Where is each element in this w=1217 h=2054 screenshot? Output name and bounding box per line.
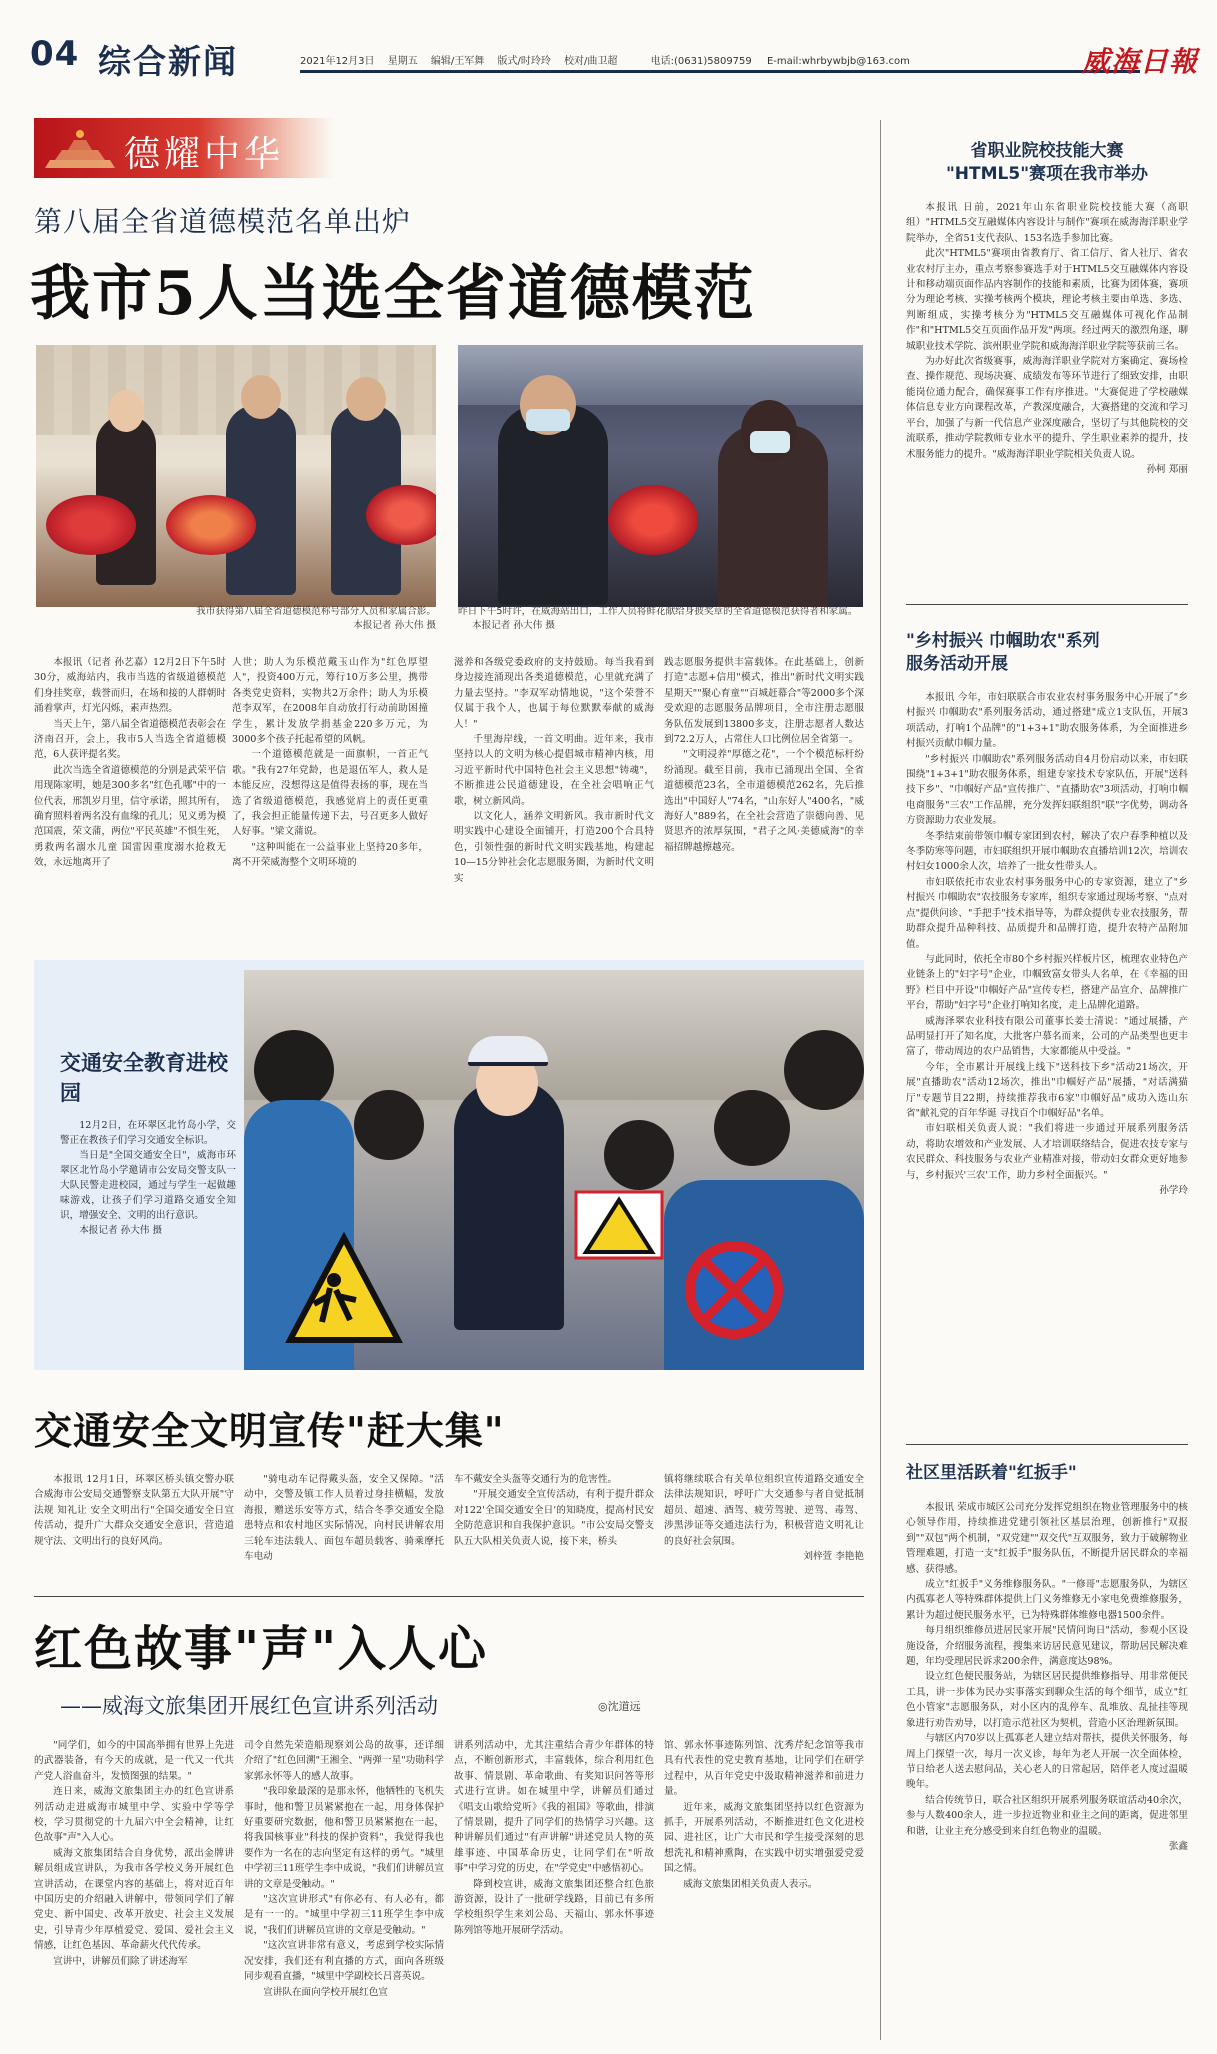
lead-col3-p2: 千里海岸线，一首文明曲。近年来，我市坚持以人的文明为核心提倡城市精神内核，用习近平新时代中国特色社会主义思想"铸魂"，不断推进公民道德建设，在全社会唱响正气歌，树立新风尚。 <box>454 734 654 807</box>
traffic-photo-p2: 当日是"全国交通安全日"，威海市环翠区北竹岛小学邀请市公安局交警支队一大队民警走进校园，通过与学生一起做趣味游戏，让孩子们学习道路交通安全知识，增强安全、文明的出行意识。 <box>60 1150 236 1221</box>
right-story3-p1: 本报讯 荣成市城区公司充分发挥党组织在物业管理服务中的核心领导作用，持续推进党建引领社区基层治理，创新推行"双报到""双包"两个机制，"双党建""双交代"互双服务，致力于破解物业管理难题，打造一支"红扳手"服务队伍，不断提升居民群众的幸福感、获得感。 <box>906 1502 1188 1575</box>
lead-col2-p3: "这种叫能在一公益事业上坚持20多年，离不开荣威海整个文明环境的 <box>232 841 428 869</box>
red-col3-p1: 讲系列活动中，尤其注重结合青少年群体的特点，不断创新形式，丰富载体，综合利用红色故事、情景剧、革命歌曲、有奖知识问答等形式进行宣讲。如在城里中学，讲解员们通过《唱支山歌给党听》《我的祖国》等歌曲，排演了情景剧，提升了同学们的热情学习兴趣。这种讲解员们通过"有声讲解"讲述党员人物的英雄事迹、中国革命历史，让同学们在"听故事"中学习党的历史，在"学党史"中感悟初心。 <box>454 1740 654 1875</box>
lead-col-1 <box>34 655 226 955</box>
lead-col-2 <box>232 655 428 955</box>
right-story2-p6: 威海泽翠农业科技有限公司董事长姜士清说："通过展播，产品明显打开了知名度，大批客户慕名而来，公司的产品类型也更丰富了，带动周边的农户品销售，大家都能从中受益。" <box>906 1015 1188 1058</box>
red-byline: ◎沈道远 <box>598 1700 641 1713</box>
phone-number: 电话:(0631)5809759 <box>650 56 752 67</box>
right-story2-p8: 市妇联相关负责人说："我们将进一步通过开展系列服务活动，将助农增效和产业发展、人才培训联络结合，促进农技专家与农民群众、科技服务与农业产业精准对接，带动妇女群众更好地参与，乡村振兴'三农'工作，助力乡村全面振兴。" <box>906 1123 1188 1181</box>
photo2-credit: 本报记者 孙大伟 摄 <box>472 620 555 631</box>
lead-col3-p1: 滋养和各级党委政府的支持鼓励。每当我看到身边接连涌现出各类道德模范，心里就充满了力量去坚持。"李双军动情地说，"这个荣誉不仅属于我个人，也属于每位默默奉献的威海人！" <box>454 657 654 730</box>
right-story2-p1: 本报讯 今年，市妇联联合市农业农村事务服务中心开展了"乡村振兴 巾帼助农"系列服务活动，通过搭建"成立1支队伍，开展3项活动，打响1个品牌"的"1+3+1"助农服务体系，为全面推进乡村振兴贡献巾帼力量。 <box>906 692 1188 750</box>
right-story3-headline: 社区里活跃着"红扳手" <box>906 1463 1077 1483</box>
page-number: 04 <box>30 34 80 74</box>
email-address: E-mail:whrbywbjb@163.com <box>766 56 910 67</box>
lead-col1-p1: 本报讯（记者 孙艺嘉）12月2日下午5时30分，威海站内，我市当选的省级道德模范们身挂奖章，载誉而归，在场和接的人群朝时涌着掌声，灯光闪烁，素声热烈。 <box>34 657 226 715</box>
editor-credit: 编辑/王军舞 <box>430 56 485 67</box>
red-col2-p1: 司令自然先荣造船现察刘公岛的故事，还详细介绍了"红色回溯"王湘全、"两弹一星"功勋科学家郭永怀等人的感人故事。 <box>244 1740 444 1782</box>
right-story2-headline-line1: "乡村振兴 巾帼助农"系列 <box>906 631 1100 651</box>
traffic-photo-text <box>60 1118 236 1318</box>
warning-sign-card-icon <box>574 1190 664 1260</box>
right-story1-p1: 本报讯 日前，2021年山东省职业院校技能大赛（高职组）"HTML5交互融媒体内容设计与制作"赛项在威海海洋职业学院举办，全省51支代表队、153名选手参加比赛。 <box>906 202 1188 244</box>
virtue-banner <box>34 118 334 178</box>
right-story1-headline <box>902 140 1192 186</box>
right-story3-body <box>906 1500 1188 2040</box>
red-col-3 <box>454 1738 654 2038</box>
right-story3-p6: 结合传统节日，联合社区组织开展系列服务联谊活动40余次，参与人数400余人，进一步拉近物业和业主之间的距离，促进邻里和谐，让业主充分感受到来自红色物业的温暖。 <box>906 1794 1188 1837</box>
lead-col2-p1: 人世；助人为乐模范戴玉山作为"红色厚望人"，投资400万元，筹行10万多公里，携带各类党史资料，实物共2万余件；助人为乐模范李双军，在2008年自动放打行动前助困撞学生，累计发放学捐基金220多万元，为3000多个孩子托起希望的风帆。 <box>232 657 428 746</box>
traffic-col1-p1: 本报讯 12月1日，环翠区桥头镇交警办联合威海市公安局交通警察支队第五大队开展"守法规 知礼让 安全文明出行"全国交通安全日宣传活动，提升广大群众交通安全意识，营造道规守法、文明出行的良好风尚。 <box>34 1474 234 1547</box>
traffic-byline: 刘梓萱 李艳艳 <box>803 1551 864 1563</box>
lead-col3-p3: 以文化人，涵养文明新风。我市新时代文明实践中心建设全面铺开，打造200个合具特色，引领性强的新时代文明实践基地，构建起10—15分钟社会化志愿服务圈，为新时代文明实 <box>454 811 654 884</box>
red-col4-p1: 馆、郭永怀事迹陈列馆、沈秀芹纪念馆等我市具有代表性的党史教育基地，让同学们在研学过程中，从百年党史中汲取精神滋养和前进力量。 <box>664 1740 864 1798</box>
right-story1-p2: 此次"HTML5"赛项由省教育厅、省工信厅、省人社厅、省农业农村厅主办，重点考察参赛选手对于HTML5交互融媒体内容设计和移动端页面作品内容制作的技能和素质，比赛为团体赛，赛项分为理论考核、实操考核两个模块，理论考核主要由单选、多选、判断组成，实操考核分为"HTML5交互融媒体可视化作品制作"和"HTML5交互页面作品开发"两项。经过两天的激烈角逐，聊城职业技术学院、滨州职业学院和威海海洋职业学院等获前三名。 <box>906 248 1188 352</box>
proof-credit: 校对/曲卫超 <box>564 56 618 67</box>
masthead-info-bar <box>300 52 1000 67</box>
photo1-caption <box>100 605 436 633</box>
right-story2-p3: 冬季结束前带领巾帼专家团到农村，解决了农户春季种植以及冬季防寒等问题，市妇联组织开展巾帼助农直播培训12次，培训农村妇女1000余人次，培养了一批女性带头人。 <box>906 830 1188 873</box>
red-col1-p2: 连日来，威海文旅集团主办的红色宣讲系列活动走进威海市城里中学、实验中学等学校，学习贯彻党的十九届六中全会精神，让红色故事"声"入人心。 <box>34 1786 234 1844</box>
lead-col1-p3: 此次当选全省道德模范的分别是武荣平信用现陈家明，她是300多名"红色孔哪"中的一位代表，邢凯岁月里，信守承诺，照其所有，确育照料着两名没有血缘的孔儿；见义勇为模范国震，荣文蒲，两位"平民英雄"不惧生死，勇救两名溺水儿童 国雷因重度溺水抢救无效，永远地离开了 <box>34 764 226 869</box>
traffic-photo-title: 交通安全教育进校园 <box>60 1051 228 1105</box>
right-divider-1 <box>906 604 1188 605</box>
issue-weekday: 星期五 <box>387 56 418 67</box>
red-col-4 <box>664 1738 864 2038</box>
right-story3-p2: 成立"红扳手"义务维修服务队。"一修哥"志愿服务队，为辖区内孤寡老人等特殊群体提供上门义务维修无小家电免费维修服务，累计为超过便民服务水平，已为特殊群体维修电器1500余件。 <box>906 1579 1188 1621</box>
classroom-photo <box>244 970 864 1370</box>
traffic-col-3 <box>454 1472 654 1582</box>
red-col-1 <box>34 1738 234 2038</box>
red-col2-p2: "我印象最深的是那永怀，他牺牲的飞机失事时，他和警卫员紧紧抱在一起，用身体保护好重要研究数据，他和警卫员紧紧抱在一起，将我国核事业"科技的保护资料"，我觉得我也要作为一名在的志向坚定有这样的勇气。"城里中学初三11班学生李中成说，"我们们讲解员宣讲的文章是受触动。" <box>244 1786 444 1890</box>
traffic-col-1 <box>34 1472 234 1582</box>
right-story2-p7: 今年，全市累计开展线上线下"送科技下乡"活动21场次，开展"直播助农"活动12场次，推出"巾帼好产品"展播，"对话满猫厅"专题节目22期，持续推荐我市6家"巾帼好品"成功入选山东省"献礼党的百年华诞 寻找百个巾帼好品"名单。 <box>906 1061 1188 1119</box>
lead-col-3 <box>454 655 654 955</box>
lead-col-4 <box>664 655 864 955</box>
lead-col4-p1: 践志愿服务提供丰富载体。在此基础上，创新打造"志愿+信用"模式，推出"新时代文明实践星期天""聚心育童""百城赶幕合"等2000多个深受欢迎的志愿服务品牌项目，全市注册志愿服务队伍发展到13800多支，注册志愿者人数达到72.2万人，占常住人口比例位居全省第一。 <box>664 657 864 746</box>
photo2-caption-text: 昨日下午5时许，在威海站出口，工作人员将鲜花献给身披奖章的全省道德模范获得者和家属。 <box>458 606 858 617</box>
photo1-caption-text: 我市获得第八届全省道德模范称号部分人员和家属合影。 <box>196 606 436 617</box>
red-subhead: ——威海文旅集团开展红色宣讲系列活动 <box>60 1694 438 1718</box>
lead-col4-p2: "文明浸养"厚德之花"，一个个模范标杆纷纷涌现。截至目前，我市已涌现出全国、全省道德模范23名，全市道德模范262名，先后推选出"中国好人"74名，"山东好人"400名，"威海好人"889名，在全社会营造了崇德向善、见贤思齐的浓厚氛围，"君子之风·美德威海"的幸福招牌越擦越亮。 <box>664 749 864 853</box>
right-story1-p3: 为办好此次省级赛事，威海海洋职业学院对方案确定、赛场检查、操作规范、现场决赛、成绩发布等环节进行了细致安排，由职能岗位通力配合，确保赛事工作有序推进。"大赛促进了学校融媒体信息专业方向课程改革，产教深度融合，大赛搭建的交流和学习平台，加强了与新一代信息产业深度融合，坚切了与其他院校的交流联系，推动学院教师专业水平的提升、学生职业素养的提升，技术服务能力的提升。"威海海洋职业学院相关负责人说。 <box>906 356 1188 460</box>
red-col1-p4: 宣讲中，讲解员们除了讲述海军 <box>53 1955 188 1967</box>
traffic-photo-credit: 本报记者 孙大伟 摄 <box>79 1225 163 1236</box>
layout-credit: 版式/时玲玲 <box>497 56 551 67</box>
right-story1-body <box>906 200 1188 595</box>
right-divider-2 <box>906 1444 1188 1445</box>
traffic-col3-p2: "开展交通安全宣传活动，有利于提升群众对122'全国交通安全日'的知晓度，提高村民安全防范意识和自我保护意识。"市公安局交警支队五大队相关负责人说，接下来，桥头 <box>454 1489 654 1547</box>
traffic-col-4 <box>664 1472 864 1582</box>
section-title: 综合新闻 <box>98 42 238 81</box>
school-crossing-sign-icon <box>284 1230 404 1350</box>
lead-kicker: 第八届全省道德模范名单出炉 <box>34 205 412 238</box>
right-story2-byline: 孙学玲 <box>1159 1185 1188 1196</box>
right-story1-byline: 孙柯 郑丽 <box>1146 463 1188 475</box>
tiananmen-flourish-icon <box>40 124 120 172</box>
right-story1-headline-line1: 省职业院校技能大赛 <box>970 141 1124 161</box>
red-col1-p1: "同学们，如今的中国高举拥有世界上先进的武器装备，有今天的成就，是一代又一代共产党人浴血奋斗，发愤图强的结果。" <box>34 1740 234 1782</box>
traffic-col-2 <box>244 1472 444 1582</box>
lead-photo-group <box>36 345 436 607</box>
right-story2-p4: 市妇联依托市农业农村事务服务中心的专家资源，建立了"乡村振兴 巾帼助农"农技服务专家库，组织专家通过现场考察、"点对点"提供问诊、"手把手"技术指导等，为群众提供专业农技服务，帮助群众提升品种科技、品质提升和品牌打造，提升农特产品附加值。 <box>906 876 1188 950</box>
red-col4-p3: 威海文旅集团相关负责人表示。 <box>683 1878 818 1890</box>
right-story2-headline-line2: 服务活动开展 <box>906 654 1008 674</box>
traffic-photo-p1: 12月2日，在环翠区北竹岛小学，交警正在教孩子们学习交通安全标识。 <box>60 1120 236 1146</box>
red-col1-p3: 威海文旅集团结合自身优势，派出金牌讲解员组成宣讲队，为我市各学校义务开展红色宣讲活动，在课堂内容的基础上，将对近百年中国历史的介绍融入讲解中，带领同学们了解党史、新中国史、改革开放史、社会主义发展史，引导青少年厚植爱党、爱国、爱社会主义情感，让红色基因、革命薪火代代传承。 <box>34 1847 234 1952</box>
right-story3-p5: 与辖区内70岁以上孤寡老人建立结对帮扶，提供关怀服务，每周上门探望一次，每月一次义诊，每年为老人开展一次全面体检，节日给老人送去慰问品，关心老人的日常起居，陪伴老人度过温暖晚年。 <box>906 1733 1188 1791</box>
traffic-col2-p1: "骑电动车记得戴头盔，安全又保障。"活动中，交警及镇工作人员着过身挂横幅，发放海报，赠送乐安等方式，结合冬季交通安全隐患特点和农村地区实际情况，向村民讲解农用三轮车违法载人、面包车超员载客、骑乘摩托车电动 <box>244 1474 444 1563</box>
banner-text: 德耀中华 <box>124 134 285 175</box>
red-col-2 <box>244 1738 444 2038</box>
masthead-rule-thick <box>300 70 1140 73</box>
right-story2-headline <box>906 630 1188 676</box>
right-story2-p5: 与此同时，依托全市80个乡村振兴样板片区，梳理农业特色产业链条上的"妇字号"企业，巾帼致富女带头人名单，在《幸福的田野》栏目中开设"巾帼好产品"宣传专栏，搭建产品宣介、品牌推广平台，帮助"妇字号"企业打响知名度，走上品牌化道路。 <box>906 953 1188 1012</box>
section-divider <box>34 1596 864 1597</box>
traffic-photo-block <box>34 960 864 1370</box>
traffic-col4-p1: 镇将继续联合有关单位组织宣传道路交通安全法律法规知识，呼吁广大交通参与者自觉抵制超员、超速、酒驾、疲劳驾驶、逆驾、毒驾、涉黑涉证等交通违法行为，积极营造文明礼让的良好社会氛围。 <box>664 1474 864 1547</box>
lead-col1-p2: 当天上午，第八届全省道德模范表彰会在济南召开，会上，我市5人当选全省道德模范，6人获评提名奖。 <box>34 718 226 761</box>
right-story3-p3: 每月组织维修员进居民家开展"民情问询日"活动，参观小区设施设备，介绍服务流程，搜集来访居民意见建议，帮助居民解决难题，年均受理居民诉求200余件，满意度达98%。 <box>906 1625 1188 1668</box>
red-col4-p2: 近年来，威海文旅集团坚持以红色资源为抓手，开展系列活动，不断推进红色文化进校园、进社区，让广大市民和学生接受深刻的思想洗礼和精神熏陶，在实践中切实增强爱党爱国之情。 <box>664 1801 864 1875</box>
red-headline: 红色故事"声"入人心 <box>34 1621 489 1677</box>
photo1-credit: 本报记者 孙大伟 摄 <box>353 620 436 631</box>
red-col2-p5: 宣讲队在面向学校开展红色宣 <box>263 1986 388 1998</box>
lead-col2-p2: 一个道德模范就是一面旗帜，一首正气歌。"我有27年党龄，也是退伍军人，救人是本能反应，没想得这是值得表扬的事，现在当选了省级道德模范，我感觉肩上的责任更重了，我会担正能量传递下去，号召更多人做好人好事。"梁文蒲说。 <box>232 749 428 838</box>
right-story3-byline: 张鑫 <box>1168 1840 1188 1852</box>
no-parking-sign-icon <box>684 1240 784 1340</box>
masthead <box>0 0 1217 84</box>
right-story3-p4: 设立红色便民服务站，为辖区居民提供维修指导、用非常便民工具，讲一步体为民办实事落实到聊众生活的每个细节，成立"红色小管家"志愿服务队，对小区内的乱停车、乱堆放、乱扯挂等现象进行劝告劝导，以打造示范社区为契机，营造小区治理新氛围。 <box>906 1671 1188 1729</box>
right-story2-body <box>906 690 1188 1435</box>
red-col3-p2: 降到校宣讲，威海文旅集团还整合红色旅游资源，设计了一批研学线路，目前已有多所学校组织学生来刘公岛、天福山、郭永怀事迹陈列馆等地开展研学活动。 <box>454 1878 654 1936</box>
right-column-divider <box>880 120 881 2040</box>
photo2-caption <box>458 605 863 633</box>
traffic-col3-p1: 车不戴安全头盔等交通行为的危害性。 <box>454 1474 618 1485</box>
right-story1-headline-line2: "HTML5"赛项在我市举办 <box>945 164 1149 184</box>
red-col2-p3: "这次宣讲形式"有你必有、有人必有，都是有一一的。"城里中学初三11班学生李中成说，"我们们讲解员宣讲的文章是受触动。" <box>244 1894 444 1936</box>
paper-logo: 威海日報 <box>1082 45 1199 78</box>
red-col2-p4: "这次宣讲非常有意义，考虑到学校实际情况安排，我们还有利直播的方式，面向各班级同步观看直播，"城里中学副校长吕喜英说。 <box>244 1940 444 1983</box>
right-story2-p2: "乡村振兴 巾帼助农"系列服务活动自4月份启动以来，市妇联围绕"1+3+1"助农服务体系，组建专家技术专家队伍，开展"送科技下乡"、"巾帼好产品"宣传推广、"直播助农"3项活动，打响巾帼电商服务"三农"工作品牌，充分发挥妇联组织"联"字优势，调动各方资源助力农业发展。 <box>906 753 1188 827</box>
station-photo <box>458 345 863 607</box>
issue-date: 2021年12月3日 <box>300 56 375 67</box>
traffic-headline: 交通安全文明宣传"赶大集" <box>34 1408 505 1453</box>
lead-headline: 我市5人当选全省道德模范 <box>30 259 756 329</box>
